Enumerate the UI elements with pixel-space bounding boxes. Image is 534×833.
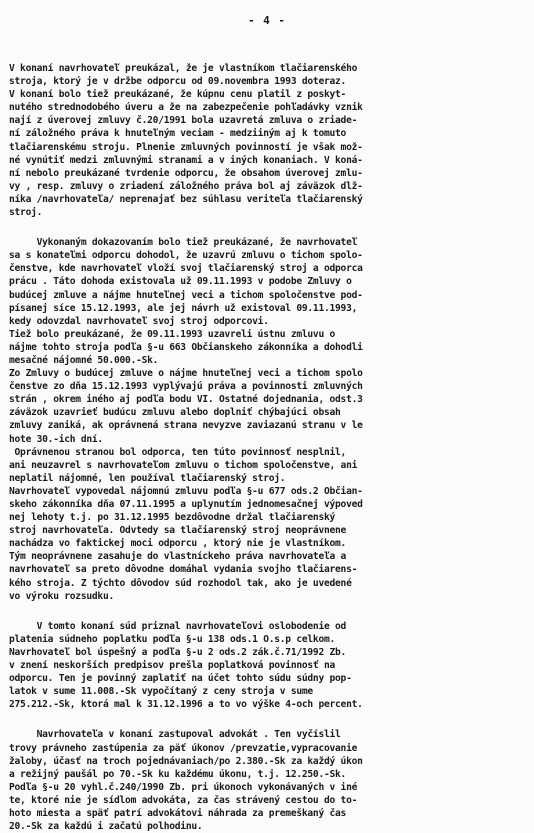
text-line: nutého strednodobého úveru a že na zabezpečenie pohľadávky vznik [9,102,363,114]
text-line: zmluvy zaniká, ak oprávnená strana nevyzve zaviazanú stranu v le [9,420,363,432]
text-line: Navrhovateľ vypovedal nájomnú zmluvu podľa §-u 677 ods.2 Občian- [9,485,363,497]
text-line: vo výroku rozsudku. [9,590,114,602]
text-line: te, ktoré nie je sídlom advokáta, za čas strávený cestou do to- [9,794,358,806]
text-line: né vynútiť medzi zmluvnými stranami a v iných konaniach. V koná- [9,154,363,166]
text-line: vy , resp. zmluvy o zriadení záložného práva bol aj záväzok dlž- [9,180,363,192]
text-line: kedy odovzdal navrhovateľ svoj stroj odporcovi. [9,315,269,327]
paragraph-agreement [9,236,531,446]
text-line: stroja, ktorý je v držbe odporcu od 09.novembra 1993 doteraz. [9,76,347,88]
paragraph-legal-costs [9,728,531,833]
page-number: - 4 - [247,14,287,27]
text-line: V konaní bolo tiež preukázané, že kúpnu cenu platil z poskyt- [9,89,347,101]
text-line: Zo Zmluvy o budúcej zmluve o nájme hnuteľnej veci a tichom spolo [9,368,363,380]
text-line: hote 30.-ich dní. [9,433,103,445]
text-line: záväzok uzavrieť budúcu zmluvu alebo doplniť chýbajúci obsah [9,407,341,419]
text-line: ani neuzavrel s navrhovateľom zmluvu o tichom spoločenstve, ani [9,459,358,471]
text-line: Tiež bolo preukázané, že 09.11.1993 uzavreli ústnu zmluvu o [9,328,336,340]
text-line: hoto miesta a späť patrí advokátovi náhrada za premeškaný čas [9,807,347,819]
text-line: v znení neskorších predpisov prešla poplatková povinnosť na [9,660,336,672]
text-line: ní nebolo preukázané tvrdenie odporcu, že obsahom úverovej zmlu- [9,167,363,179]
text-line: latok v sume 11.008.-Sk vypočítaný z ceny stroja v sume [9,686,313,698]
text-line: sa s konateľmi odporcu dohodol, že uzavrú zmluvu o tichom spolo- [9,250,363,262]
text-line: čenstve zo dňa 15.12.1993 vyplývajú práva a povinnosti zmluvných [9,381,363,393]
text-line: odporcu. Ten je povinný zaplatiť na účet tohto súdu súdny pop- [9,673,352,685]
text-line: trovy právneho zastúpenia za päť úkonov /prevzatie,vypracovanie [9,742,358,754]
text-line: 275.212.-Sk, ktorá mal k 31.12.1996 a to vo výške 4-och percent. [9,699,363,711]
paragraph-termination [9,446,531,603]
text-line: kého stroja. Z týchto dôvodov súd rozhodol tak, ako je uvedené [9,577,352,589]
text-line: stroj navrhovateľa. Odvtedy sa tlačiarenský stroj neoprávnene [9,525,347,537]
text-line: písanej síce 15.12.1993, ale jej návrh už existoval 09.11.1993, [9,302,358,314]
text-line: skeho zákonníka dňa 07.11.1995 a uplynutím jednomesačnej výpoved [9,499,363,510]
text-line: mesačné nájomné 50.000.-Sk. [9,354,159,366]
text-line: Vykonaným dokazovaním bolo tiež preukázané, že navrhovateľ [9,237,358,249]
paragraph-ownership [9,62,531,219]
text-line: žaloby, účasť na troch pojednávaniach/po 2.380.-Sk za každý úkon [9,755,363,767]
text-line: Oprávnenou stranou bol odporca, ten túto povinnosť nesplnil, [9,446,347,458]
text-line: a režijný paušál po 70.-Sk ku každému úkonu, t.j. 12.250.-Sk. [9,768,347,780]
text-line: nej lehoty t.j. po 31.12.1995 bezdôvodne držal tlačiarenský [9,512,336,524]
text-line: strán , okrem iného aj podľa bodu VI. Ostatné dojednania, odst.3 [9,394,363,406]
text-line: stroj. [9,207,43,219]
text-line: Navrhovateľa v konaní zastupoval advokát . Ten vyčíslil [9,729,341,741]
text-line: nají z úverovej zmluvy č.20/1991 bola uzavretá zmluva o zriade- [9,115,358,127]
text-line: platenia súdneho poplatku podľa §-u 138 ods.1 O.s.p celkom. [9,633,336,645]
text-line: nachádza vo faktickej moci odporcu , ktorý nie je vlastníkom. [9,538,347,550]
text-line: Podľa §-u 20 vyhl.č.240/1990 Zb. pri úkonoch vykonávaných v iné [9,781,358,793]
text-line: čenstve, kde navrhovateľ vloží svoj tlačiarenský stroj a odporca [9,263,363,275]
text-line: 20.-Sk za každú i začatú polhodinu. [9,821,203,833]
text-line: budúcej zmluve a nájme hnuteľnej veci a tichom spoločenstve pod- [9,289,363,301]
text-line: nájme tohto stroja podľa §-u 663 Občianskeho zákonníka a dohodli [9,341,363,353]
text-line: prácu . Táto dohoda existovala už 09.11.1993 v podobe Zmluvy o [9,276,352,288]
text-line: níka /navrhovateľa/ neprenajať bez súhlasu veriteľa tlačiarenský [9,193,363,205]
document-body [9,62,531,833]
paragraph-court-fee [9,620,531,712]
text-line: Navrhovateľ bol úspešný a podľa §-u 2 ods.2 zák.č.71/1992 Zb. [9,646,347,658]
text-line: navrhovateľ sa preto dôvodne domáhal vydania svojho tlačiarens- [9,564,358,576]
text-line: V konaní navrhovateľ preukázal, že je vlastníkom tlačiarenského [9,63,358,74]
text-line: neplatil nájomné, len používal tlačiarenský stroj. [9,472,286,484]
text-line: tlačiarenskému stroju. Plnenie zmluvných povinností je však mož- [9,141,363,153]
text-line: Tým neoprávnene zasahuje do vlastníckeho práva navrhovateľa a [9,551,347,563]
text-line: ní záložného práva k hnuteľným veciam - medziiným aj k tomuto [9,128,347,140]
text-line: V tomto konaní súd priznal navrhovateľovi oslobodenie od [9,620,347,632]
